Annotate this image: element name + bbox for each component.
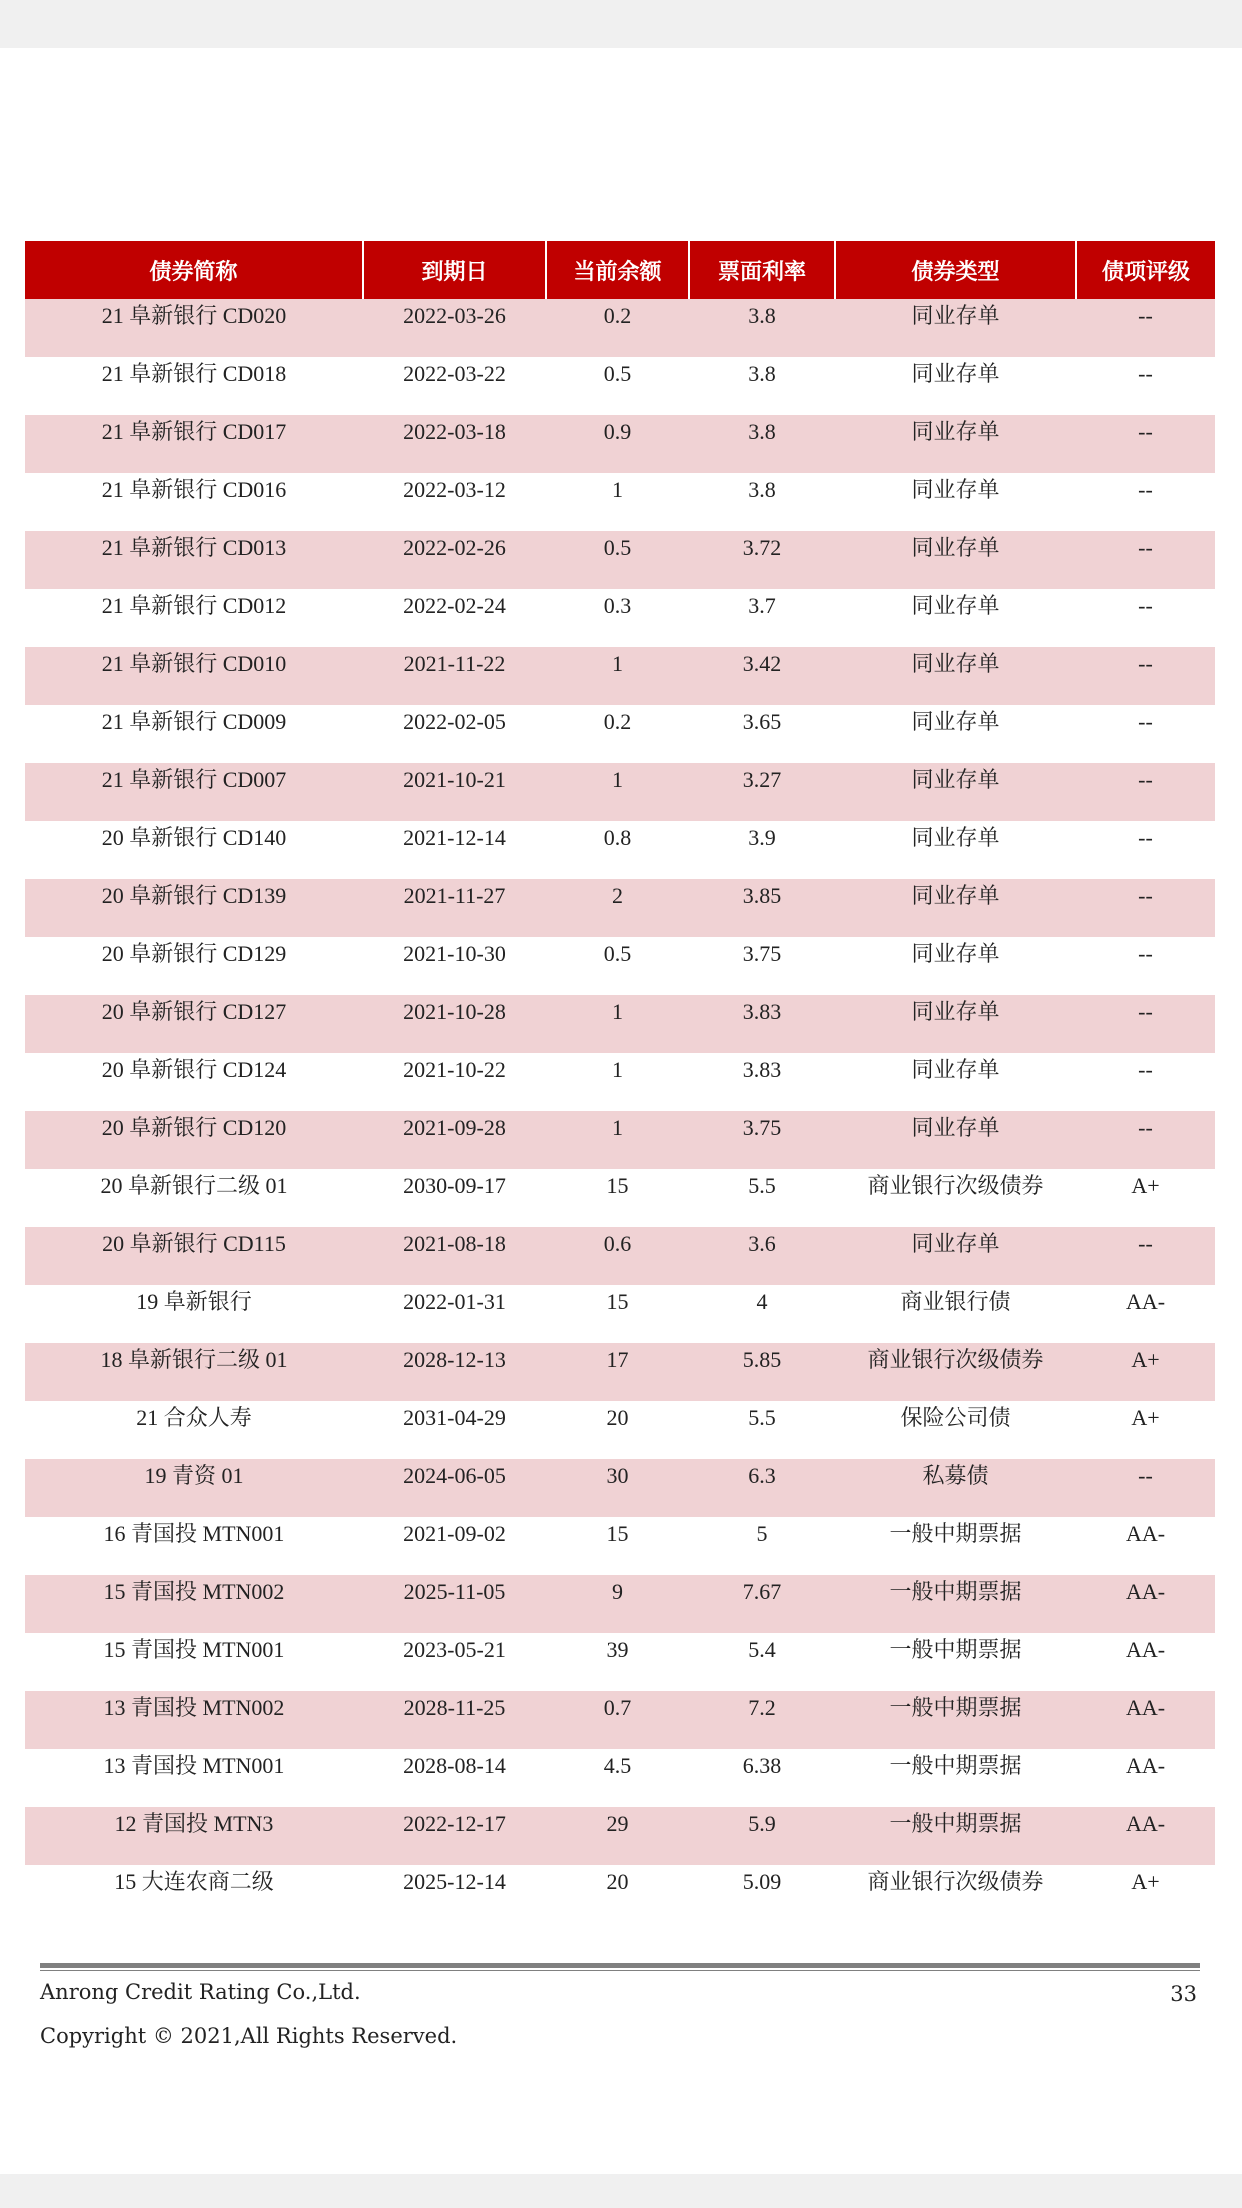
cell-bond-name: 13 青国投 MTN002 [25, 1691, 363, 1749]
cell-bond-rating: AA- [1076, 1575, 1215, 1633]
cell-bond-name: 21 阜新银行 CD009 [25, 705, 363, 763]
cell-bond-type: 一般中期票据 [835, 1691, 1076, 1749]
cell-current-balance: 30 [546, 1459, 689, 1517]
table-body [25, 299, 1215, 1923]
table-row [25, 1807, 1215, 1865]
table-header-row [25, 241, 1215, 299]
footer-divider [40, 1963, 1200, 1968]
cell-coupon-rate: 4 [689, 1285, 835, 1343]
cell-bond-type: 一般中期票据 [835, 1749, 1076, 1807]
cell-bond-name: 21 阜新银行 CD016 [25, 473, 363, 531]
table-row [25, 647, 1215, 705]
cell-bond-rating: AA- [1076, 1285, 1215, 1343]
cell-bond-name: 21 合众人寿 [25, 1401, 363, 1459]
table-row [25, 1401, 1215, 1459]
cell-bond-name: 21 阜新银行 CD007 [25, 763, 363, 821]
cell-bond-name: 18 阜新银行二级 01 [25, 1343, 363, 1401]
cell-coupon-rate: 5.5 [689, 1401, 835, 1459]
table-row [25, 1575, 1215, 1633]
cell-bond-name: 20 阜新银行 CD120 [25, 1111, 363, 1169]
cell-bond-rating: -- [1076, 1111, 1215, 1169]
cell-coupon-rate: 3.27 [689, 763, 835, 821]
cell-current-balance: 1 [546, 995, 689, 1053]
table-row [25, 1343, 1215, 1401]
cell-maturity-date: 2030-09-17 [363, 1169, 546, 1227]
cell-bond-name: 21 阜新银行 CD013 [25, 531, 363, 589]
table-row [25, 1285, 1215, 1343]
cell-bond-rating: -- [1076, 1053, 1215, 1111]
table-row [25, 879, 1215, 937]
cell-bond-rating: AA- [1076, 1749, 1215, 1807]
cell-bond-rating: -- [1076, 1459, 1215, 1517]
table-row [25, 1459, 1215, 1517]
cell-current-balance: 0.7 [546, 1691, 689, 1749]
cell-coupon-rate: 3.8 [689, 473, 835, 531]
cell-maturity-date: 2023-05-21 [363, 1633, 546, 1691]
table-row [25, 299, 1215, 357]
header-current-balance: 当前余额 [546, 241, 689, 299]
cell-coupon-rate: 6.38 [689, 1749, 835, 1807]
cell-bond-name: 16 青国投 MTN001 [25, 1517, 363, 1575]
cell-bond-name: 21 阜新银行 CD020 [25, 299, 363, 357]
cell-current-balance: 0.5 [546, 531, 689, 589]
table-row [25, 357, 1215, 415]
cell-bond-type: 同业存单 [835, 415, 1076, 473]
cell-coupon-rate: 3.83 [689, 995, 835, 1053]
cell-coupon-rate: 3.8 [689, 415, 835, 473]
cell-maturity-date: 2025-12-14 [363, 1865, 546, 1923]
cell-maturity-date: 2022-02-26 [363, 531, 546, 589]
cell-maturity-date: 2021-09-28 [363, 1111, 546, 1169]
cell-current-balance: 15 [546, 1285, 689, 1343]
cell-maturity-date: 2022-03-26 [363, 299, 546, 357]
cell-bond-type: 私募债 [835, 1459, 1076, 1517]
cell-bond-name: 21 阜新银行 CD012 [25, 589, 363, 647]
cell-maturity-date: 2031-04-29 [363, 1401, 546, 1459]
table-row [25, 589, 1215, 647]
cell-bond-name: 19 阜新银行 [25, 1285, 363, 1343]
cell-bond-type: 一般中期票据 [835, 1517, 1076, 1575]
cell-maturity-date: 2021-11-22 [363, 647, 546, 705]
cell-current-balance: 0.8 [546, 821, 689, 879]
cell-current-balance: 1 [546, 647, 689, 705]
cell-bond-name: 20 阜新银行 CD140 [25, 821, 363, 879]
cell-coupon-rate: 5.09 [689, 1865, 835, 1923]
cell-coupon-rate: 5.5 [689, 1169, 835, 1227]
cell-current-balance: 2 [546, 879, 689, 937]
cell-bond-type: 一般中期票据 [835, 1807, 1076, 1865]
cell-bond-type: 同业存单 [835, 937, 1076, 995]
cell-bond-rating: A+ [1076, 1169, 1215, 1227]
cell-bond-name: 20 阜新银行 CD139 [25, 879, 363, 937]
cell-current-balance: 0.2 [546, 705, 689, 763]
cell-current-balance: 9 [546, 1575, 689, 1633]
cell-bond-type: 同业存单 [835, 473, 1076, 531]
cell-maturity-date: 2022-03-22 [363, 357, 546, 415]
cell-bond-name: 12 青国投 MTN3 [25, 1807, 363, 1865]
table-row [25, 1517, 1215, 1575]
cell-current-balance: 1 [546, 1053, 689, 1111]
table-row [25, 1691, 1215, 1749]
cell-maturity-date: 2022-03-18 [363, 415, 546, 473]
footer-company: Anrong Credit Rating Co.,Ltd. [40, 1980, 361, 2004]
cell-current-balance: 20 [546, 1401, 689, 1459]
cell-maturity-date: 2028-08-14 [363, 1749, 546, 1807]
cell-current-balance: 15 [546, 1517, 689, 1575]
cell-coupon-rate: 5.4 [689, 1633, 835, 1691]
cell-bond-type: 一般中期票据 [835, 1633, 1076, 1691]
cell-current-balance: 17 [546, 1343, 689, 1401]
header-coupon-rate: 票面利率 [689, 241, 835, 299]
cell-bond-type: 同业存单 [835, 299, 1076, 357]
cell-bond-rating: -- [1076, 705, 1215, 763]
cell-bond-type: 商业银行债 [835, 1285, 1076, 1343]
cell-maturity-date: 2021-08-18 [363, 1227, 546, 1285]
cell-bond-type: 同业存单 [835, 647, 1076, 705]
cell-bond-rating: -- [1076, 299, 1215, 357]
cell-bond-name: 20 阜新银行 CD124 [25, 1053, 363, 1111]
table-row [25, 705, 1215, 763]
cell-bond-type: 同业存单 [835, 531, 1076, 589]
cell-current-balance: 0.2 [546, 299, 689, 357]
footer-copyright: Copyright © 2021,All Rights Reserved. [40, 2024, 458, 2048]
cell-current-balance: 29 [546, 1807, 689, 1865]
cell-bond-rating: -- [1076, 879, 1215, 937]
table-row [25, 763, 1215, 821]
cell-bond-rating: A+ [1076, 1865, 1215, 1923]
footer-divider-thin [40, 1970, 1200, 1971]
cell-bond-rating: -- [1076, 415, 1215, 473]
cell-coupon-rate: 3.7 [689, 589, 835, 647]
cell-coupon-rate: 3.83 [689, 1053, 835, 1111]
page-number: 33 [1170, 1982, 1197, 2006]
cell-maturity-date: 2024-06-05 [363, 1459, 546, 1517]
cell-maturity-date: 2022-03-12 [363, 473, 546, 531]
cell-bond-name: 13 青国投 MTN001 [25, 1749, 363, 1807]
table-row [25, 1111, 1215, 1169]
header-maturity-date: 到期日 [363, 241, 546, 299]
cell-bond-rating: AA- [1076, 1807, 1215, 1865]
table-row [25, 821, 1215, 879]
cell-maturity-date: 2025-11-05 [363, 1575, 546, 1633]
header-bond-type: 债券类型 [835, 241, 1076, 299]
cell-coupon-rate: 3.75 [689, 937, 835, 995]
cell-bond-name: 20 阜新银行 CD129 [25, 937, 363, 995]
cell-current-balance: 39 [546, 1633, 689, 1691]
cell-bond-rating: -- [1076, 995, 1215, 1053]
table-row [25, 1169, 1215, 1227]
cell-coupon-rate: 3.72 [689, 531, 835, 589]
cell-current-balance: 1 [546, 763, 689, 821]
cell-bond-rating: AA- [1076, 1691, 1215, 1749]
cell-bond-rating: A+ [1076, 1401, 1215, 1459]
cell-coupon-rate: 3.75 [689, 1111, 835, 1169]
cell-coupon-rate: 7.67 [689, 1575, 835, 1633]
cell-bond-rating: AA- [1076, 1633, 1215, 1691]
cell-bond-name: 21 阜新银行 CD010 [25, 647, 363, 705]
cell-current-balance: 4.5 [546, 1749, 689, 1807]
cell-bond-rating: -- [1076, 937, 1215, 995]
cell-coupon-rate: 5.9 [689, 1807, 835, 1865]
cell-maturity-date: 2021-10-22 [363, 1053, 546, 1111]
table-row [25, 1227, 1215, 1285]
cell-bond-name: 15 青国投 MTN001 [25, 1633, 363, 1691]
cell-bond-type: 同业存单 [835, 357, 1076, 415]
cell-coupon-rate: 3.6 [689, 1227, 835, 1285]
cell-maturity-date: 2028-11-25 [363, 1691, 546, 1749]
cell-current-balance: 1 [546, 473, 689, 531]
cell-maturity-date: 2022-12-17 [363, 1807, 546, 1865]
cell-bond-type: 同业存单 [835, 705, 1076, 763]
cell-current-balance: 0.6 [546, 1227, 689, 1285]
cell-bond-type: 同业存单 [835, 589, 1076, 647]
cell-bond-rating: -- [1076, 531, 1215, 589]
cell-current-balance: 0.5 [546, 937, 689, 995]
cell-current-balance: 1 [546, 1111, 689, 1169]
cell-bond-type: 同业存单 [835, 763, 1076, 821]
cell-bond-name: 15 青国投 MTN002 [25, 1575, 363, 1633]
cell-bond-rating: AA- [1076, 1517, 1215, 1575]
cell-bond-rating: A+ [1076, 1343, 1215, 1401]
table-row [25, 937, 1215, 995]
cell-bond-rating: -- [1076, 647, 1215, 705]
table-row [25, 1633, 1215, 1691]
cell-bond-type: 同业存单 [835, 879, 1076, 937]
cell-current-balance: 0.9 [546, 415, 689, 473]
cell-bond-rating: -- [1076, 473, 1215, 531]
cell-bond-type: 同业存单 [835, 1111, 1076, 1169]
cell-bond-rating: -- [1076, 763, 1215, 821]
cell-maturity-date: 2021-09-02 [363, 1517, 546, 1575]
cell-bond-type: 一般中期票据 [835, 1575, 1076, 1633]
cell-maturity-date: 2021-12-14 [363, 821, 546, 879]
cell-maturity-date: 2021-10-28 [363, 995, 546, 1053]
cell-coupon-rate: 3.9 [689, 821, 835, 879]
cell-bond-type: 同业存单 [835, 1053, 1076, 1111]
table-row [25, 1053, 1215, 1111]
cell-coupon-rate: 3.85 [689, 879, 835, 937]
cell-bond-type: 同业存单 [835, 995, 1076, 1053]
table-row [25, 995, 1215, 1053]
cell-bond-type: 同业存单 [835, 1227, 1076, 1285]
cell-coupon-rate: 5 [689, 1517, 835, 1575]
cell-current-balance: 0.3 [546, 589, 689, 647]
cell-bond-type: 商业银行次级债券 [835, 1169, 1076, 1227]
cell-coupon-rate: 5.85 [689, 1343, 835, 1401]
table-row [25, 473, 1215, 531]
table-row [25, 531, 1215, 589]
cell-current-balance: 0.5 [546, 357, 689, 415]
cell-maturity-date: 2028-12-13 [363, 1343, 546, 1401]
cell-bond-type: 商业银行次级债券 [835, 1343, 1076, 1401]
cell-maturity-date: 2021-10-30 [363, 937, 546, 995]
cell-current-balance: 20 [546, 1865, 689, 1923]
cell-bond-name: 19 青资 01 [25, 1459, 363, 1517]
cell-bond-type: 商业银行次级债券 [835, 1865, 1076, 1923]
cell-bond-rating: -- [1076, 357, 1215, 415]
cell-bond-name: 20 阜新银行 CD127 [25, 995, 363, 1053]
cell-coupon-rate: 3.8 [689, 299, 835, 357]
cell-bond-name: 21 阜新银行 CD018 [25, 357, 363, 415]
cell-coupon-rate: 7.2 [689, 1691, 835, 1749]
cell-bond-name: 15 大连农商二级 [25, 1865, 363, 1923]
cell-current-balance: 15 [546, 1169, 689, 1227]
cell-coupon-rate: 6.3 [689, 1459, 835, 1517]
cell-bond-type: 保险公司债 [835, 1401, 1076, 1459]
cell-coupon-rate: 3.8 [689, 357, 835, 415]
bond-table [25, 241, 1215, 1923]
cell-bond-rating: -- [1076, 1227, 1215, 1285]
cell-maturity-date: 2022-01-31 [363, 1285, 546, 1343]
table-row [25, 1749, 1215, 1807]
cell-bond-name: 20 阜新银行二级 01 [25, 1169, 363, 1227]
header-bond-name: 债券简称 [25, 241, 363, 299]
cell-bond-rating: -- [1076, 821, 1215, 879]
cell-maturity-date: 2021-11-27 [363, 879, 546, 937]
cell-bond-rating: -- [1076, 589, 1215, 647]
cell-bond-name: 20 阜新银行 CD115 [25, 1227, 363, 1285]
cell-coupon-rate: 3.42 [689, 647, 835, 705]
header-bond-rating: 债项评级 [1076, 241, 1215, 299]
table-row [25, 415, 1215, 473]
cell-maturity-date: 2022-02-05 [363, 705, 546, 763]
cell-maturity-date: 2022-02-24 [363, 589, 546, 647]
cell-bond-type: 同业存单 [835, 821, 1076, 879]
table-row [25, 1865, 1215, 1923]
cell-maturity-date: 2021-10-21 [363, 763, 546, 821]
cell-bond-name: 21 阜新银行 CD017 [25, 415, 363, 473]
cell-coupon-rate: 3.65 [689, 705, 835, 763]
